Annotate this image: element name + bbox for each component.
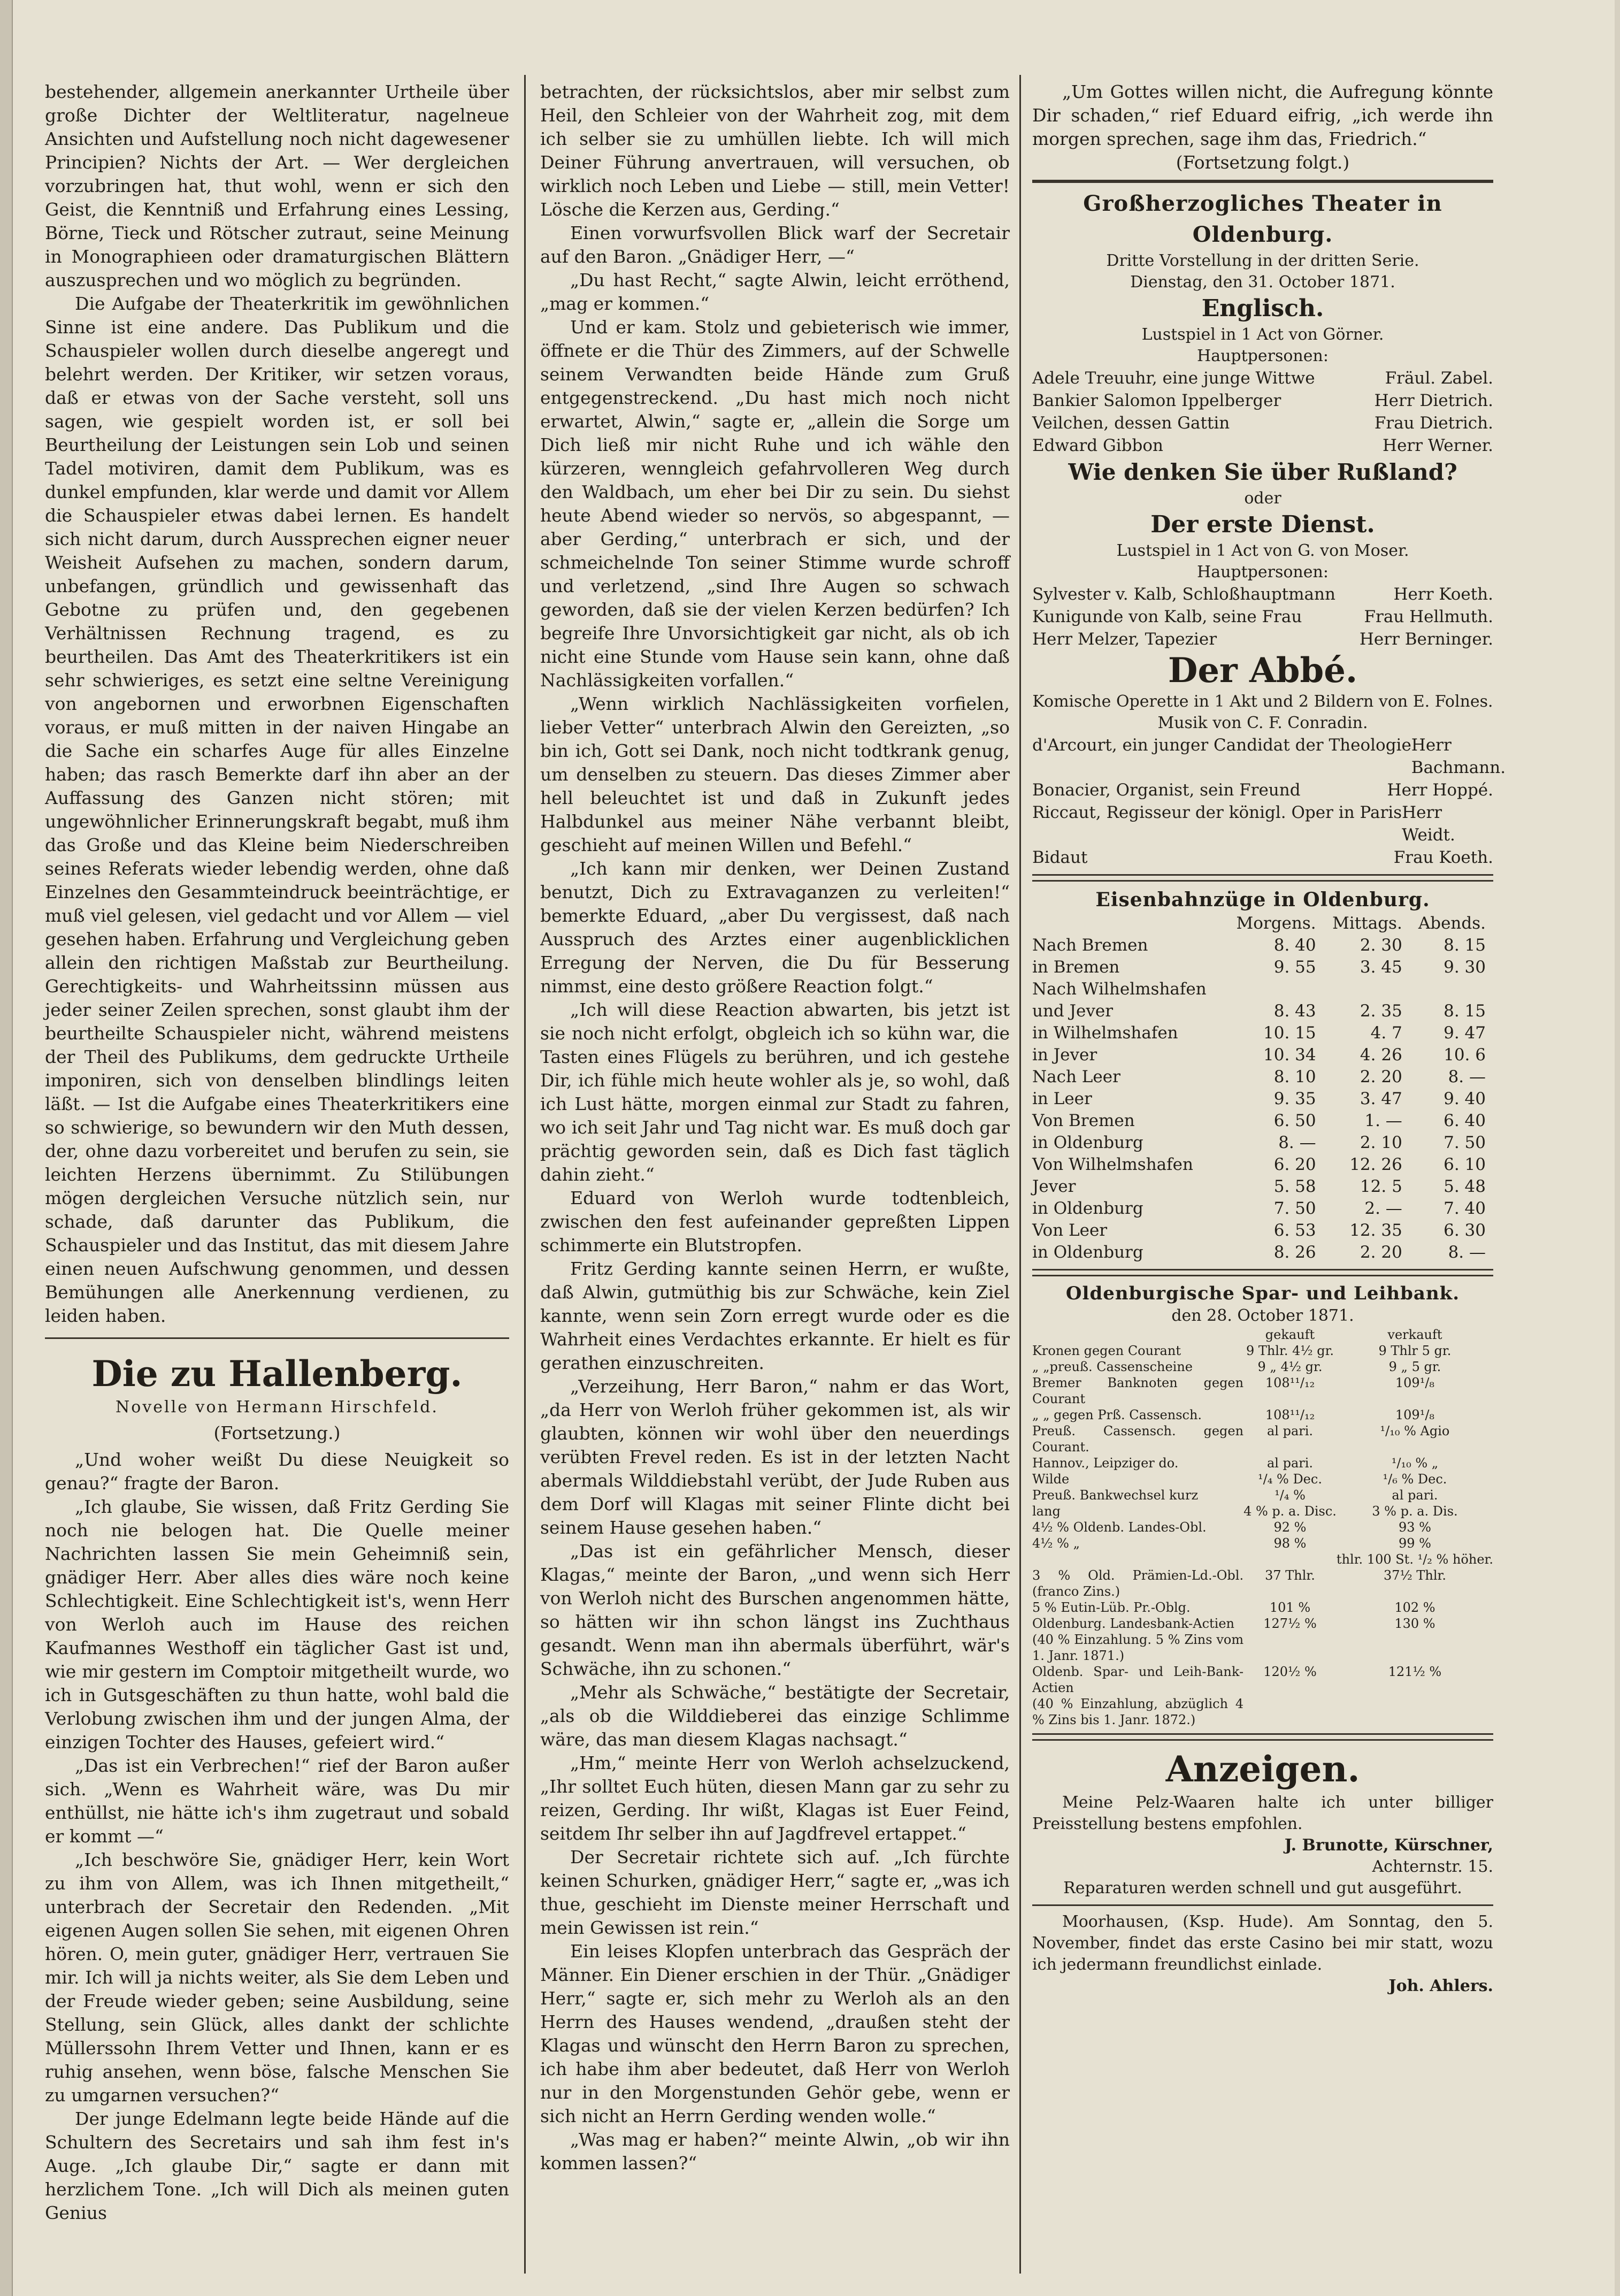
play-title: Der erste Dienst. xyxy=(1150,511,1375,538)
cast-row: Sylvester v. Kalb, Schloßhauptmann Herr Koeth. xyxy=(1032,585,1493,604)
theater-announcement xyxy=(1032,188,1506,869)
bank-rate: 108¹¹/₁₂ xyxy=(1265,1375,1315,1390)
story-paragraph: „Ich kann mir denken, wer Deinen Zustand benutzt, Dich zu Extravaganzen zu verleiten!“ bemerkte Eduard, „aber Du vergissest, daß nach Ausspruch des Arztes einer augenblicklichen Erregung der Nerven, die Du für Besserung nimmst, eine desto größere Reaction folgt.“ xyxy=(540,858,1010,997)
timetable-time: 3. 47 xyxy=(1360,1089,1402,1108)
ad-signature: Joh. Ahlers. xyxy=(1388,1977,1493,1995)
timetable-time: 8. 26 xyxy=(1273,1243,1316,1262)
timetable-row xyxy=(1032,1000,1493,1022)
bank-rate-row xyxy=(1032,1632,1493,1664)
timetable-time: 5. 48 xyxy=(1444,1177,1486,1196)
cast-row: Bonacier, Organist, sein Freund Herr Hoppé. xyxy=(1032,780,1493,800)
bank-security: Oldenb. Spar- und Leih-Bank-Actien xyxy=(1032,1664,1244,1695)
timetable-row xyxy=(1032,1088,1493,1110)
story-paragraph: Und er kam. Stolz und gebieterisch wie immer, öffnete er die Thür des Zimmers, auf der Schwelle seinem Verwandten beide Hände zum Gruß entgegenstreckend. „Du hast mich noch nicht erwartet, Alwin,“ sagte er, „allein die Sorge um Dich ließ mir nicht Ruhe und ich wähle den kürzeren, wenngleich gefahrvolleren Weg durch den Waldbach, um eher bei Dir zu sein. Du siehst heute Abend wieder so nervös, so abgespannt, — aber Gerding,“ unterbrach er sich, und der schmeichelnde Ton seiner Stimme wurde schroff und verletzend, „sind Ihre Augen so schwach geworden, daß sie der vielen Kerzen bedürfen? Ich begreife Ihre Unvorsichtigkeit gar nicht, als ob ich nicht eine Stunde vom Hause sein kann, ohne daß Nachlässigkeiten vorfallen.“ xyxy=(540,317,1010,691)
bank-rate: 9 „ 4½ gr. xyxy=(1257,1359,1323,1374)
column-header: Mittags. xyxy=(1332,914,1402,933)
timetable-time: 4. 26 xyxy=(1360,1045,1402,1065)
timetable-time: 2. 10 xyxy=(1360,1133,1402,1152)
play-subtitle: Komische Operette in 1 Akt und 2 Bildern von E. Folnes. Musik von C. F. Conradin. xyxy=(1032,692,1493,732)
timetable-time: 4. 7 xyxy=(1370,1023,1402,1043)
bank-rate: 4 % p. a. Disc. xyxy=(1243,1504,1337,1519)
timetable-time: 7. 50 xyxy=(1273,1199,1316,1218)
play-title: Wie denken Sie über Rußland? xyxy=(1068,459,1457,485)
bank-rate: 3 % p. a. Dis. xyxy=(1372,1504,1458,1519)
story-continuation: (Fortsetzung.) xyxy=(213,1422,341,1443)
bank-rate xyxy=(1243,1551,1337,1567)
timetable-time: 1. — xyxy=(1364,1111,1402,1130)
cast-row: Bidaut Frau Koeth. xyxy=(1032,848,1493,867)
bank-rate: al pari. xyxy=(1266,1423,1314,1438)
bank-rate: 120½ % xyxy=(1263,1664,1317,1679)
bank-security: 5 % Eutin-Lüb. Pr.-Oblg. xyxy=(1032,1600,1191,1615)
cast-row: Riccaut, Regisseur der königl. Oper in Paris Herr Weidt. xyxy=(1032,803,1455,845)
bank-rate: ¹/₆ % Dec. xyxy=(1383,1472,1447,1487)
bank-security: Wilde xyxy=(1032,1472,1070,1487)
bank-security: Oldenburg. Landesbank-Actien xyxy=(1032,1616,1234,1631)
cast-row: Bankier Salomon Ippelberger Herr Dietrich. xyxy=(1032,391,1493,410)
ad-address: Achternstr. 15. xyxy=(1372,1857,1493,1876)
bank-rate-row xyxy=(1032,1696,1493,1728)
bank-rate: 37 Thlr. xyxy=(1265,1568,1315,1583)
page-right-edge xyxy=(1615,0,1620,2296)
bank-rate: 109¹/₈ xyxy=(1395,1375,1435,1390)
bank-security: Bremer Banknoten gegen Courant xyxy=(1032,1375,1244,1406)
bank-rate-row xyxy=(1032,1487,1493,1503)
bank-rate-row xyxy=(1032,1359,1493,1375)
timetable-time: 5. 58 xyxy=(1273,1177,1316,1196)
bank-security: (40 % Einzahlung. 5 % Zins vom 1. Janr. 1871.) xyxy=(1032,1632,1244,1663)
timetable-time: 10. 6 xyxy=(1444,1045,1486,1065)
bank-security: Kronen gegen Courant xyxy=(1032,1343,1181,1358)
bank-security: 4½ % Oldenb. Landes-Obl. xyxy=(1032,1520,1207,1535)
timetable-time: 6. 10 xyxy=(1444,1155,1486,1174)
essay-paragraph: Die Aufgabe der Theaterkritik im gewöhnlichen Sinne ist eine andere. Das Publikum und die Schauspieler wollen durch dieselbe angeregt und belehrt werden. Der Kritiker, wir setzen voraus, daß er etwas von der Sache versteht, soll uns sagen, wie gespielt worden ist, er soll bei Beurtheilung der Leistungen sein Lob und seinen Tadel motiviren, damit dem Publikum, was es dunkel empfunden, klar werde und damit vor Allem die Schauspieler etwas dabei lernen. Es handelt sich nicht darum, durch Aussprechen eigner neuer Weisheit Aufsehen zu machen, sondern darum, unbefangen, gründlich und gewissenhaft das Gebotne zu prüfen und, den gegebenen Verhältnissen Rechnung tragend, es zu beurtheilen. Das Amt des Theaterkritikers ist ein sehr schwieriges, es setzt eine seltne Vereinigung von angebornen und erworbnen Eigenschaften voraus, er muß mitten in der naiven Hingabe an die Sache ein scharfes Auge für alles Einzelne haben; das rasch Bemerkte darf ihn aber an der Auffassung des Ganzen nicht stören; mit ungewöhnlicher Erinnerungskraft begabt, muß ihm das Große und das Kleine beim Niederschreiben seines Referats wieder lebendig werden, ohne daß Einzelnes den Gesammteindruck beeinträchtige, er muß viel gelesen, viel gedacht und vor Allem — viel gesehen haben. Erfahrung und Vergleichung geben allein den richtigen Maßstab zur Beurtheilung. Gerechtigkeits- und Wahrheitssinn müssen aus jeder seiner Zeilen sprechen, sonst glaubt ihm der beurtheilte Schauspieler nicht, während meistens der Theil des Publikums, dem gedruckte Urtheile imponiren, sich von denselben blindlings leiten läßt. — Ist die Aufgabe eines Theaterkritikers eine so schwierige, so bewundern wir den Muth dessen, der, ohne dazu vorbereitet und berufen zu sein, sie leichten Herzens übernimmt. Zu Stilübungen mögen dergleichen Versuche nützlich sein, nur schade, daß darunter das Publikum, die Schauspieler und das Institut, das mit diesem Jahre einen neuen Aufschwung genommen, und dessen Bemühungen alle Anerkennung verdienen, zu leiden haben. xyxy=(45,293,509,1326)
cast-label: Hauptpersonen: xyxy=(1197,563,1329,581)
bank-rate-row xyxy=(1032,1343,1493,1359)
timetable-station: in Bremen xyxy=(1032,958,1120,977)
timetable-station: Nach Leer xyxy=(1032,1067,1120,1086)
bank-security: „ „ gegen Prß. Cassensch. xyxy=(1032,1407,1202,1422)
story-paragraph: „Um Gottes willen nicht, die Aufregung könnte Dir schaden,“ rief Eduard eifrig, „ich werde ihn morgen sprechen, sage ihm das, Friedrich.“ xyxy=(1032,81,1493,149)
bank-header-row xyxy=(1032,1327,1493,1343)
column-header: gekauft xyxy=(1265,1327,1315,1342)
timetable-time: 12. 35 xyxy=(1349,1221,1402,1240)
bank-rate: 9 „ 5 gr. xyxy=(1388,1359,1441,1374)
story-paragraph: Eduard von Werloh wurde todtenbleich, zwischen den fest aufeinander gepreßten Lippen schimmerte ein Blutstropfen. xyxy=(540,1188,1010,1256)
bank-security: 3 % Old. Prämien-Ld.-Obl. (franco Zins.) xyxy=(1032,1568,1244,1599)
bank-rate-row xyxy=(1032,1471,1493,1487)
cast-row: d'Arcourt, ein junger Candidat der Theologie Herr Bachmann. xyxy=(1032,736,1506,777)
bank-rate-row xyxy=(1032,1503,1493,1519)
bank-rate xyxy=(1243,1696,1337,1728)
timetable-station: Von Wilhelmshafen xyxy=(1032,1155,1193,1174)
page-binding-edge xyxy=(0,0,12,2296)
timetable-station: Von Bremen xyxy=(1032,1111,1135,1130)
timetable-station: Von Leer xyxy=(1032,1221,1108,1240)
timetable-station: und Jever xyxy=(1032,1001,1114,1021)
column-3 xyxy=(1032,80,1506,1997)
timetable-heading: Eisenbahnzüge in Oldenburg. xyxy=(1095,889,1430,911)
timetable-station: Nach Bremen xyxy=(1032,936,1148,955)
bank-rate: al pari. xyxy=(1392,1488,1438,1503)
section-divider xyxy=(1032,180,1493,183)
story-paragraph: „Hm,“ meinte Herr von Werloh achselzuckend, „Ihr solltet Euch hüten, diesen Mann gar zu sehr zu reizen, Gerding. Ihr wißt, Klagas ist Euer Feind, seitdem Ihr selber ihn auf Jagdfrevel ertappet.“ xyxy=(540,1752,1010,1844)
timetable-time: 6. 40 xyxy=(1444,1111,1486,1130)
timetable-time: 9. 55 xyxy=(1273,958,1316,977)
bank-rate: ¹/₁₀ % Agio xyxy=(1380,1423,1450,1438)
story-paragraph: Ein leises Klopfen unterbrach das Gespräch der Männer. Ein Diener erschien in der Thür. „Gnädiger Herr,“ sagte er, sich mehr zu Werloh als an den Herrn des Hauses wendend, „draußen steht der Klagas und wünscht den Herrn Baron zu sprechen, ich habe ihm aber bedeutet, daß Herr von Werloh nur in den Morgenstunden Gehör gebe, wenn er sich nicht an Herrn Gerding wenden wolle.“ xyxy=(540,1941,1010,2126)
timetable-time: 10. 34 xyxy=(1263,1045,1316,1065)
advertisements xyxy=(1032,1746,1493,1997)
story-paragraph: „Verzeihung, Herr Baron,“ nahm er das Wort, „da Herr von Werloh früher gekommen ist, als wir glaubten, können wir wohl über den neuerdings verübten Frevel reden. Es ist in der letzten Nacht abermals Wilddiebstahl verübt, der Jude Ruben aus dem Dorf will Klagas mit seiner Flinte dicht bei seinem Hause gesehen haben.“ xyxy=(540,1376,1010,1538)
bank-rate-row xyxy=(1032,1375,1493,1407)
bank-rate: 92 % xyxy=(1273,1520,1307,1535)
timetable-station: in Oldenburg xyxy=(1032,1243,1143,1262)
column-header: Abends. xyxy=(1418,914,1486,933)
timetable-time: 2. 35 xyxy=(1360,1001,1402,1021)
timetable-time: 6. 20 xyxy=(1273,1155,1316,1174)
bank-rate: 108¹¹/₁₂ xyxy=(1265,1407,1315,1422)
timetable-time: 8. 40 xyxy=(1273,936,1316,955)
timetable-time xyxy=(1324,978,1410,1000)
bank-security: Preuß. Bankwechsel kurz xyxy=(1032,1488,1199,1503)
timetable-station: in Oldenburg xyxy=(1032,1133,1143,1152)
timetable-station: in Oldenburg xyxy=(1032,1199,1143,1218)
timetable-time: 12. 26 xyxy=(1349,1155,1402,1174)
play-title: Der Abbé. xyxy=(1168,650,1358,691)
timetable-time: 10. 15 xyxy=(1263,1023,1316,1043)
timetable-station: Nach Wilhelmshafen xyxy=(1032,979,1207,999)
timetable-row xyxy=(1032,1154,1493,1176)
bank-rate xyxy=(1337,1696,1493,1728)
cast-row: Edward Gibbon Herr Werner. xyxy=(1032,436,1493,455)
bank-rate: 121½ % xyxy=(1388,1664,1442,1679)
story-paragraph: „Was mag er haben?“ meinte Alwin, „ob wir ihn kommen lassen?“ xyxy=(540,2129,1010,2173)
bank-rate-row xyxy=(1032,1599,1493,1616)
bank-security: Hannov., Leipziger do. xyxy=(1032,1456,1179,1471)
ad-signature: J. Brunotte, Kürschner, xyxy=(1284,1836,1493,1855)
timetable-row xyxy=(1032,1022,1493,1044)
timetable-station: Jever xyxy=(1032,1177,1076,1196)
cast-row: Veilchen, dessen Gattin Frau Dietrich. xyxy=(1032,414,1493,433)
bank-rate: 130 % xyxy=(1394,1616,1435,1631)
bank-rate: 99 % xyxy=(1398,1536,1431,1551)
play-subtitle: Lustspiel in 1 Act von Görner. xyxy=(1141,325,1384,344)
timetable-time: 6. 30 xyxy=(1444,1221,1486,1240)
bank-rate xyxy=(1337,1632,1493,1664)
bank-rates xyxy=(1032,1282,1493,1728)
timetable-time: 2. — xyxy=(1364,1199,1402,1218)
cast-row: Adele Treuuhr, eine junge Wittwe Fräul. Zabel. xyxy=(1032,369,1493,388)
timetable-time: 2. 30 xyxy=(1360,936,1402,955)
story-paragraph: Der Secretair richtete sich auf. „Ich fürchte keinen Schurken, gnädiger Herr,“ sagte er, „was ich thue, geschieht im Dienste meiner Herrschaft und mein Gewissen ist rein.“ xyxy=(540,1847,1010,1938)
section-divider xyxy=(45,1337,509,1339)
bank-rate-row xyxy=(1032,1423,1493,1455)
timetable-station: in Jever xyxy=(1032,1045,1097,1065)
timetable-time: 8. — xyxy=(1448,1067,1486,1086)
timetable-row xyxy=(1032,956,1493,978)
timetable-time: 2. 20 xyxy=(1360,1243,1402,1262)
column-header: Morgens. xyxy=(1236,914,1316,933)
story-paragraph: „Ich will diese Reaction abwarten, bis jetzt ist sie noch nicht erfolgt, obgleich ich so kühn war, die Tasten eines Flügels zu berühren, und ich gestehe Dir, ich fühle mich heute wohler als je, so wohl, daß ich Lust hätte, morgen einmal zur Stadt zu fahren, wo ich seit Jahr und Tag nicht war. Es muß doch gar prächtig geworden sein, daß es Dich fast täglich dahin zieht.“ xyxy=(540,999,1010,1185)
ads-heading: Anzeigen. xyxy=(1165,1748,1360,1790)
bank-rate: ¹/₁₀ % „ xyxy=(1391,1456,1439,1471)
ad-text: Meine Pelz-Waaren halte ich unter billiger Preisstellung bestens empfohlen. xyxy=(1032,1793,1493,1833)
play-subtitle: Lustspiel in 1 Act von G. von Moser. xyxy=(1116,541,1409,560)
timetable-time: 3. 45 xyxy=(1360,958,1402,977)
timetable-row xyxy=(1032,978,1493,1000)
bank-rate-row xyxy=(1032,1455,1493,1471)
section-divider xyxy=(1032,1733,1493,1741)
page-binding-line xyxy=(12,0,13,2296)
timetable-row xyxy=(1032,1220,1493,1242)
bank-rate: 9 Thlr. 4½ gr. xyxy=(1246,1343,1334,1358)
story-paragraph: „Und woher weißt Du diese Neuigkeit so genau?“ fragte der Baron. xyxy=(45,1449,509,1494)
bank-security: Preuß. Cassensch. gegen Courant. xyxy=(1032,1423,1244,1455)
bank-security: „ „preuß. Cassenscheine xyxy=(1032,1359,1193,1374)
bank-rate: 9 Thlr 5 gr. xyxy=(1378,1343,1452,1358)
timetable-row xyxy=(1032,1066,1493,1088)
cast-label: Hauptpersonen: xyxy=(1197,347,1329,365)
story-to-be-continued: (Fortsetzung folgt.) xyxy=(1176,152,1350,173)
story-paragraph: „Das ist ein gefährlicher Mensch, dieser Klagas,“ meinte der Baron, „und wenn sich Herr von Werloh nicht des Burschen angenommen hätte, so hätten wir ihn schon längst ins Zuchthaus gesandt. Wenn man ihn abermals überführt, wär's Schwäche, ihn zu schonen.“ xyxy=(540,1541,1010,1679)
timetable-time: 8. 15 xyxy=(1444,1001,1486,1021)
timetable-time: 9. 40 xyxy=(1444,1089,1486,1108)
theater-heading: Großherzogliches Theater in Oldenburg. xyxy=(1083,191,1442,247)
bank-rates-table xyxy=(1032,1327,1493,1728)
play-title: Englisch. xyxy=(1201,295,1324,322)
timetable-time: 9. 35 xyxy=(1273,1089,1316,1108)
timetable-table xyxy=(1032,913,1493,1264)
timetable-time: 6. 50 xyxy=(1273,1111,1316,1130)
timetable-time: 8. 43 xyxy=(1273,1001,1316,1021)
timetable-time: 6. 53 xyxy=(1273,1221,1316,1240)
story-paragraph: Fritz Gerding kannte seinen Herrn, er wußte, daß Alwin, gutmüthig bis zur Schwäche, kein Ziel kannte, wenn sein Zorn erregt wurde oder es die Wahrheit eines Verdachtes erkannte. Er hielt es für gerathen einzuschreiten. xyxy=(540,1258,1010,1373)
bank-rate: ¹/₄ % xyxy=(1274,1488,1306,1503)
timetable-time: 9. 47 xyxy=(1444,1023,1486,1043)
bank-heading: Oldenburgische Spar- und Leihbank. xyxy=(1065,1283,1460,1304)
column-header: verkauft xyxy=(1387,1327,1442,1342)
ad-text: Moorhausen, (Ksp. Hude). Am Sonntag, den 5. November, findet das erste Casino bei mir statt, wozu ich jedermann freundlichst einlade. xyxy=(1032,1912,1493,1974)
bank-rate xyxy=(1243,1632,1337,1664)
bank-security: lang xyxy=(1032,1504,1061,1519)
bank-rate: 37½ Thlr. xyxy=(1383,1568,1446,1583)
performance-date: Dienstag, den 31. October 1871. xyxy=(1130,273,1395,292)
bank-rate: thlr. 100 St. ¹/₂ % höher. xyxy=(1336,1552,1493,1567)
story-paragraph: „Ich glaube, Sie wissen, daß Fritz Gerding Sie noch nie belogen hat. Die Quelle meiner Nachrichten lassen Sie mein Geheimniß sein, gnädiger Herr. Aber alles dies wäre noch keine Schlechtigkeit. Eine Schlechtigkeit ist's, wenn Herr von Werloh auch im Hause des reichen Kaufmannes Westhoff ein täglicher Gast ist und, wie mir gestern im Comptoir mitgetheilt wurde, wo ich in Gutsgeschäften zu thun hatte, wohl bald die Verlobung zwischen ihm und der jungen Alma, der einzigen Tochter des Hauses, gefeiert wird.“ xyxy=(45,1496,509,1752)
cast-row: Kunigunde von Kalb, seine Frau Frau Hellmuth. xyxy=(1032,607,1493,626)
bank-rate-row xyxy=(1032,1664,1493,1696)
bank-rate-row xyxy=(1032,1551,1493,1567)
timetable-row xyxy=(1032,1110,1493,1132)
section-divider xyxy=(1032,1269,1493,1276)
timetable-time xyxy=(1226,978,1324,1000)
timetable-time: 9. 30 xyxy=(1444,958,1486,977)
bank-rate: 93 % xyxy=(1398,1520,1431,1535)
ad-divider xyxy=(1032,1904,1493,1906)
story-paragraph: Einen vorwurfsvollen Blick warf der Secretair auf den Baron. „Gnädiger Herr, —“ xyxy=(540,223,1010,267)
timetable-time: 8. 10 xyxy=(1273,1067,1316,1086)
essay-text-continued: bestehender, allgemein anerkannter Urtheile über große Dichter der Weltliteratur, nagelneue Ansichten und Aufstellung noch nicht dagewesener Principien? Nichts der Art. — Wer dergleichen vorzubringen hat, thut wohl, wenn er sich den Geist, die Kenntniß und Erfahrung eines Lessing, Börne, Tieck und Rötscher zutraut, seine Meinung in Monographieen oder dramaturgischen Blättern auszusprechen und wo möglich zu begründen. xyxy=(45,81,509,290)
bank-rate: al pari. xyxy=(1266,1456,1314,1471)
timetable-row xyxy=(1032,1176,1493,1198)
story-paragraph: Der junge Edelmann legte beide Hände auf die Schultern des Secretairs und sah ihm fest in's Auge. „Ich glaube Dir,“ sagte er dann mit herzlichem Tone. „Ich will Dich als meinen guten Genius xyxy=(45,2108,509,2223)
train-timetable xyxy=(1032,887,1493,1264)
story-paragraph: „Mehr als Schwäche,“ bestätigte der Secretair, „als ob die Wilddieberei das einzige Schlimme wäre, das man diesem Klagas nachsagt.“ xyxy=(540,1682,1010,1750)
bank-security xyxy=(1032,1551,1243,1567)
bank-date: den 28. October 1871. xyxy=(1171,1306,1354,1325)
performance-series: Dritte Vorstellung in der dritten Serie. xyxy=(1106,251,1419,270)
column-1 xyxy=(45,80,509,2225)
bank-rate-row xyxy=(1032,1567,1493,1599)
story-paragraph: „Du hast Recht,“ sagte Alwin, leicht erröthend, „mag er kommen.“ xyxy=(540,270,1010,314)
story-paragraph: betrachten, der rücksichtslos, aber mir selbst zum Heil, den Schleier von der Wahrheit zog, mit dem ich selber sie zu umhüllen liebte. Ich will mich Deiner Führung anvertrauen, will versuchen, ob wirklich noch Leben und Liebe — still, mein Vetter! Lösche die Kerzen aus, Gerding.“ xyxy=(540,81,1010,220)
timetable-row xyxy=(1032,935,1493,956)
timetable-time: 8. — xyxy=(1278,1133,1316,1152)
story-paragraph: „Ich beschwöre Sie, gnädiger Herr, kein Wort zu ihm von Allem, was ich Ihnen mitgetheilt,“ unterbrach der Secretair den Redenden. „Mit eigenen Augen sollen Sie sehen, mit eigenen Ohren hören. O, mein guter, gnädiger Herr, vertrauen Sie mir. Ich will ja nichts weiter, als Sie dem Leben und der Freude wieder geben; seine Ausbildung, seine Stellung, sein Glück, alles dankt der schlichte Müllerssohn Ihrem Vetter und Ihnen, kann er es ruhig ansehen, wenn böse, falsche Menschen Sie zu umgarnen versuchen?“ xyxy=(45,1849,509,2106)
section-divider xyxy=(1032,874,1493,882)
column-2 xyxy=(540,80,1010,2175)
timetable-time: 2. 20 xyxy=(1360,1067,1402,1086)
bank-rate: ¹/₄ % Dec. xyxy=(1258,1472,1322,1487)
timetable-time: 8. — xyxy=(1448,1243,1486,1262)
bank-rate: 101 % xyxy=(1269,1600,1311,1615)
timetable-time: 8. 15 xyxy=(1444,936,1486,955)
timetable-time xyxy=(1410,978,1493,1000)
timetable-row xyxy=(1032,1242,1493,1264)
bank-rate-row xyxy=(1032,1407,1493,1423)
timetable-station: in Leer xyxy=(1032,1089,1092,1108)
play-oder: oder xyxy=(1244,489,1281,508)
story-paragraph: „Wenn wirklich Nachlässigkeiten vorfielen, lieber Vetter“ unterbrach Alwin den Gereizten, „so bin ich, Gott sei Dank, noch nicht todtkrank genug, um denselben zu steuern. Das dieses Zimmer aber hell beleuchtet ist und daß in Zukunft jedes Halbdunkel aus meiner Nähe verbannt bleibt, geschieht auf meinen Willen und Befehl.“ xyxy=(540,693,1010,855)
ad-footnote: Reparaturen werden schnell und gut ausgeführt. xyxy=(1063,1879,1462,1897)
cast-row: Herr Melzer, Tapezier Herr Berninger. xyxy=(1032,630,1493,649)
bank-rate: 102 % xyxy=(1394,1600,1435,1615)
story-byline: Novelle von Hermann Hirschfeld. xyxy=(116,1398,439,1417)
bank-rate: 127½ % xyxy=(1263,1616,1317,1631)
timetable-time: 7. 40 xyxy=(1444,1199,1486,1218)
column-rule-left xyxy=(524,75,526,2274)
story-paragraph: „Das ist ein Verbrechen!“ rief der Baron außer sich. „Wenn es Wahrheit wäre, was Du mir enthüllst, nie hätte ich's ihm zugetraut und sobald er kommt —“ xyxy=(45,1755,509,1847)
bank-rate: 109¹/₈ xyxy=(1395,1407,1435,1422)
bank-rate-row xyxy=(1032,1535,1493,1551)
column-rule-right xyxy=(1019,75,1021,2274)
timetable-time: 7. 50 xyxy=(1444,1133,1486,1152)
bank-security: 4½ % „ xyxy=(1032,1536,1080,1551)
timetable-header-row xyxy=(1032,913,1493,935)
timetable-row xyxy=(1032,1044,1493,1066)
timetable-time: 12. 5 xyxy=(1360,1177,1402,1196)
timetable-row xyxy=(1032,1132,1493,1154)
timetable-station: in Wilhelmshafen xyxy=(1032,1023,1178,1043)
bank-rate-row xyxy=(1032,1519,1493,1535)
bank-rate: 98 % xyxy=(1273,1536,1307,1551)
bank-rate-row xyxy=(1032,1616,1493,1632)
timetable-row xyxy=(1032,1198,1493,1220)
bank-security: (40 % Einzahlung, abzüglich 4 % Zins bis 1. Janr. 1872.) xyxy=(1032,1696,1244,1727)
story-title: Die zu Hallenberg. xyxy=(91,1353,463,1395)
